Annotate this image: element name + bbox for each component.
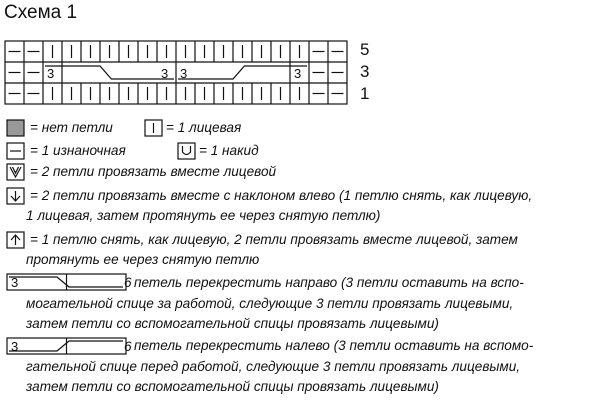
legend-cable-left-text-3: затем петли со вспомогательной спицы провязать лицевыми) (26, 379, 439, 394)
legend-purl-text: = 1 изнаночная (30, 143, 126, 158)
legend-cable-right-text-3: затем петли со вспомогательной спицы провязать лицевыми) (26, 316, 439, 331)
legend-k2tog-text: = 2 петли провязать вместе лицевой (30, 164, 277, 179)
cable-right-icon-number: 3 (11, 275, 19, 290)
sk2p-icon-arrow (11, 235, 20, 245)
row-number-3: 3 (360, 62, 370, 81)
cable-number: 3 (161, 66, 169, 81)
cable-number: 3 (180, 66, 188, 81)
legend-cable-left-text-1: петель перекрестить налево (3 петли оставить на вспомо- (134, 338, 534, 353)
ssk-icon-arrow (11, 191, 20, 201)
legend-yarn-over-text: = 1 накид (199, 143, 259, 158)
legend-sk2p-text-2: протянуть ее через снятую петлю (26, 252, 260, 267)
cable-right-count: 6 (124, 275, 132, 290)
cable-line (178, 66, 307, 79)
legend-no-stitch-text: = нет петли (30, 120, 113, 135)
cable-left-icon-number: 3 (11, 339, 19, 354)
legend-sk2p-text-1: = 1 петлю снять, как лицевую, 2 петли провязать вместе лицевой, затем (30, 232, 518, 247)
k2tog-icon-v (10, 167, 21, 177)
legend-cable-right-text-1: петель перекрестить направо (3 петли оставить на вспо- (134, 275, 524, 290)
yarn-over-icon-u (183, 146, 191, 155)
cable-left-count: 6 (124, 339, 132, 354)
row-number-1: 1 (360, 84, 370, 103)
yarn-over-icon (178, 143, 195, 159)
legend-cable-right-text-2: могательной спице за работой, следующие 3 петли провязать лицевыми, (26, 296, 514, 311)
cable-number: 3 (294, 66, 302, 81)
legend-cable-left-text-2: гательной спице перед работой, следующие 3 петли провязать лицевыми, (26, 359, 521, 374)
chart-title: Схема 1 (4, 2, 78, 23)
cable-line (45, 66, 174, 79)
row-number-5: 5 (360, 40, 370, 59)
legend-ssk-text-1: = 2 петли провязать вместе с наклоном влево (1 петлю снять, как лицевую, (30, 188, 533, 203)
cable-number: 3 (47, 66, 55, 81)
no-stitch-icon (7, 120, 24, 136)
legend-knit-text: = 1 лицевая (166, 120, 242, 135)
legend-ssk-text-2: 1 лицевая, затем протянуть ее через снятую петлю) (26, 208, 381, 223)
